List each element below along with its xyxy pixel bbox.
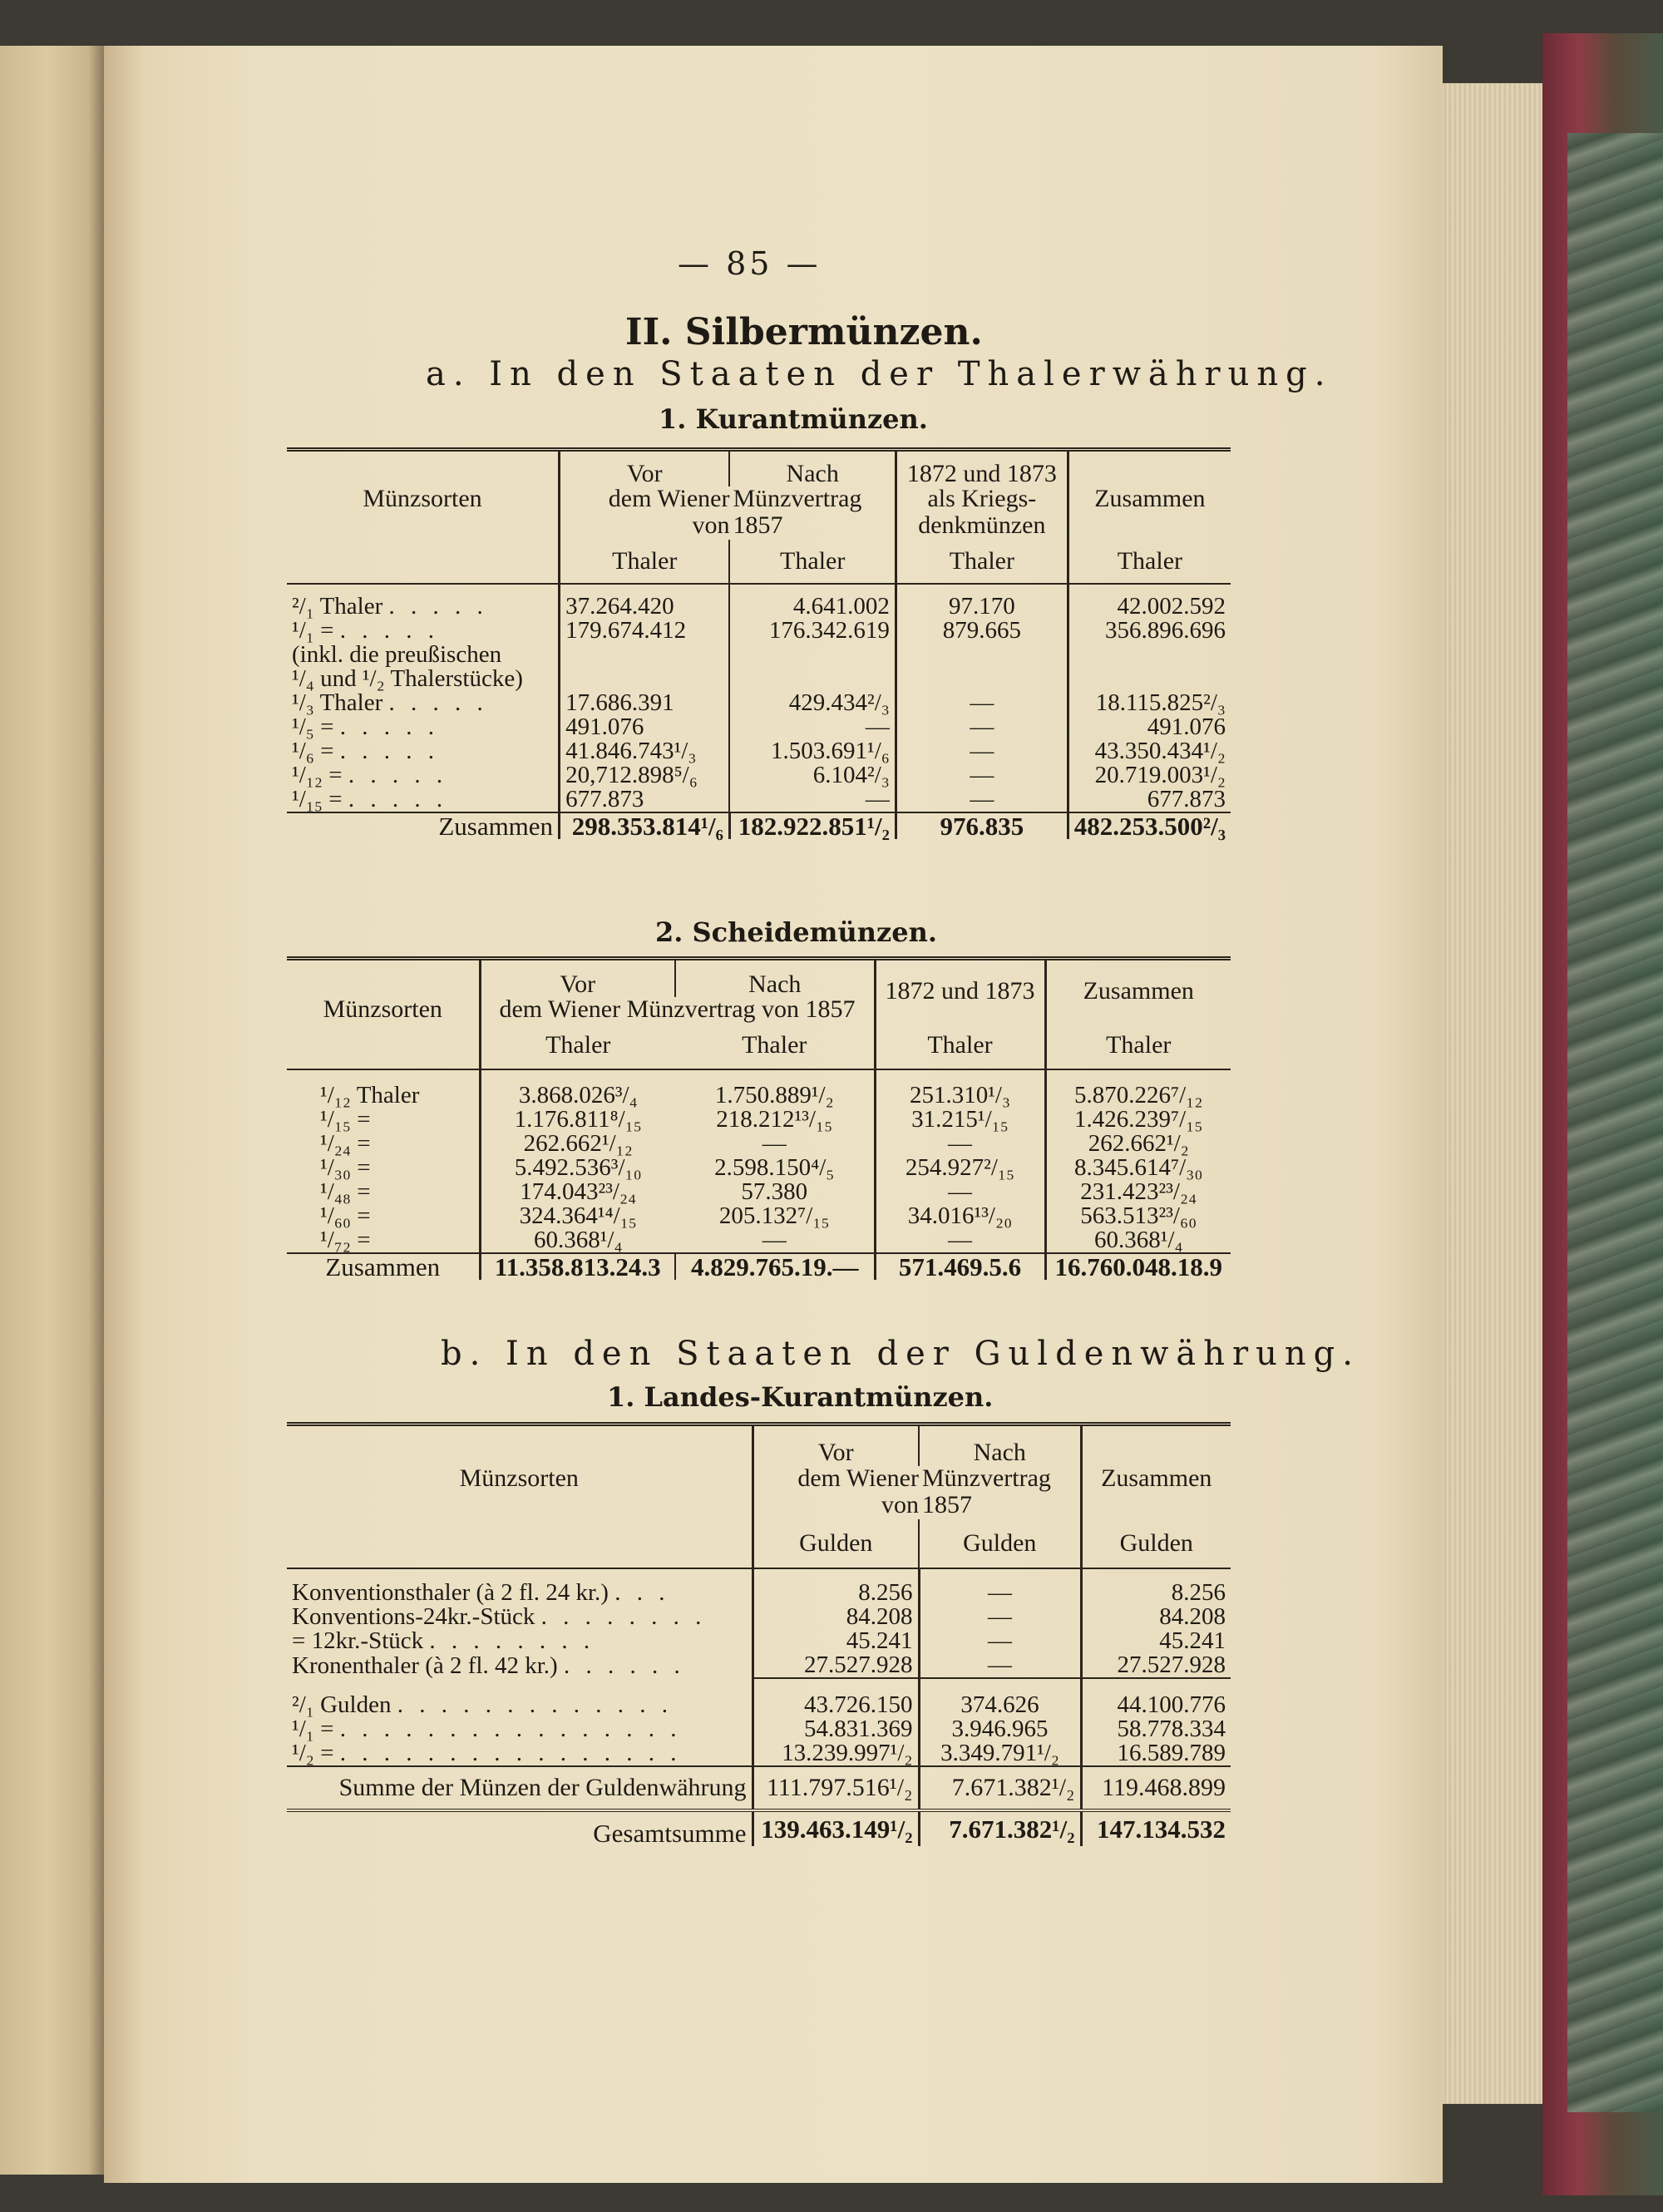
t2-header-vor: Vor bbox=[480, 959, 675, 998]
t2-unit-j: Thaler bbox=[875, 1022, 1045, 1069]
t2-cell-zus: 231.423²³/₂₄ bbox=[1045, 1180, 1231, 1204]
table3-title: 1. Landes-Kurantmünzen. bbox=[607, 1381, 994, 1413]
t3-cell-zus: 58.778.334 bbox=[1081, 1717, 1231, 1741]
t3-cell-vor: 84.208 bbox=[753, 1605, 919, 1629]
t1-sum-zus: 482.253.500²/₃ bbox=[1068, 812, 1231, 839]
table-row bbox=[287, 1204, 1231, 1228]
table1-title: 1. Kurantmünzen. bbox=[659, 403, 928, 435]
t1-unit-vor: Thaler bbox=[560, 540, 730, 584]
t1-header-jahr: 1857 bbox=[733, 511, 783, 539]
t3-cell-zus: 8.256 bbox=[1081, 1568, 1231, 1605]
t3-unit-zus: Gulden bbox=[1081, 1519, 1231, 1568]
t1-cell-vor: 20,712.898⁵/₆ bbox=[560, 763, 730, 788]
t2-cell-nach: — bbox=[762, 1227, 787, 1253]
t1-cell-nach: — bbox=[729, 788, 896, 812]
t2-row-label: ¹/₂₄ = bbox=[320, 1130, 371, 1157]
table-row bbox=[287, 763, 1231, 788]
t1-cell-krieg: — bbox=[896, 788, 1068, 812]
t1-header-kriegs3: denkmünzen bbox=[896, 511, 1068, 540]
row-label: ¹/₃ Thaler bbox=[292, 689, 383, 716]
t2-header-col0: Münzsorten bbox=[323, 995, 442, 1023]
t1-cell-zus: 18.115.825²/₃ bbox=[1068, 691, 1231, 715]
t1-cell-zus: 356.896.696 bbox=[1068, 619, 1231, 643]
row-label: ¹/₁₅ = bbox=[292, 786, 343, 812]
marbled-endpaper bbox=[1567, 133, 1663, 2112]
t3-header-nach: Nach bbox=[919, 1424, 1081, 1467]
t2-unit-nach: Thaler bbox=[675, 1022, 875, 1069]
t3-row-label bbox=[287, 1653, 753, 1678]
t2-cell-nach: 2.598.150⁴/₅ bbox=[714, 1154, 835, 1181]
t1-header-vor: Vor bbox=[560, 450, 730, 487]
row-label: ¹/₁ = bbox=[292, 1716, 334, 1742]
table-row bbox=[287, 1717, 1231, 1741]
table-row bbox=[287, 1629, 1231, 1653]
page-number: — 85 — bbox=[678, 245, 822, 282]
t2-row-label: ¹/₁₅ = bbox=[320, 1106, 371, 1133]
t2-sum-vor: 11.358.813.24.3 bbox=[480, 1253, 675, 1280]
table-row bbox=[287, 691, 1231, 715]
t2-row-label: ¹/₄₈ = bbox=[320, 1178, 371, 1205]
t2-sum-zus: 16.760.048.18.9 bbox=[1045, 1253, 1231, 1280]
t2-row-label: ¹/₁₂ Thaler bbox=[320, 1082, 420, 1108]
t2-cell-vor: 60.368¹/₄ bbox=[480, 1228, 675, 1253]
t1-cell-nach: 4.641.002 bbox=[729, 584, 896, 619]
t1-cell-vor: 37.264.420 bbox=[560, 584, 730, 619]
leader-dots: . . . bbox=[614, 1579, 670, 1606]
t2-cell-vor: 5.492.536³/₁₀ bbox=[480, 1156, 675, 1180]
t1-cell-vor: 179.674.412 bbox=[560, 619, 730, 643]
t3-header-zusammen: Zusammen bbox=[1081, 1466, 1231, 1491]
t3-gesamt-vor: 139.463.149¹/₂ bbox=[753, 1810, 919, 1846]
t1-cell-nach bbox=[729, 667, 896, 691]
t2-header-jahre: 1872 und 1873 bbox=[875, 959, 1045, 1023]
t1-cell-vor: 17.686.391 bbox=[560, 691, 730, 715]
book-cover bbox=[1542, 33, 1663, 2195]
t3-cell-zus: 44.100.776 bbox=[1081, 1693, 1231, 1717]
t1-cell-vor: 41.846.743¹/₃ bbox=[560, 739, 730, 763]
t1-row-label bbox=[287, 643, 560, 667]
row-label: ¹/₂ = bbox=[292, 1740, 334, 1766]
table-row bbox=[287, 1228, 1231, 1253]
row-label: ¹/₄ und ¹/₂ Thalerstücke) bbox=[292, 665, 523, 692]
t2-cell-zus: 563.513²³/₆₀ bbox=[1045, 1204, 1231, 1228]
t1-row-label bbox=[287, 763, 560, 788]
t3-cell-nach: 3.349.791¹/₂ bbox=[919, 1741, 1081, 1766]
t2-cell-vor: 174.043²³/₂₄ bbox=[480, 1180, 675, 1204]
t1-cell-krieg: 879.665 bbox=[896, 619, 1068, 643]
t1-header-von: von bbox=[560, 511, 730, 540]
section-a-title: a. In den Staaten der Thalerwährung. bbox=[426, 355, 1333, 393]
t1-sum-krieg: 976.835 bbox=[896, 812, 1068, 839]
row-label: ¹/₅ = bbox=[292, 713, 334, 740]
t1-cell-zus: 43.350.434¹/₂ bbox=[1068, 739, 1231, 763]
table-kurantmuenzen bbox=[287, 447, 1231, 839]
leader-dots: . . . . . . . . bbox=[540, 1603, 707, 1630]
table-row bbox=[287, 667, 1231, 691]
t1-header-dem-wiener: dem Wiener bbox=[560, 486, 730, 511]
t2-cell-zus: 60.368¹/₄ bbox=[1045, 1228, 1231, 1253]
t3-gesamt-nach: 7.671.382¹/₂ bbox=[919, 1810, 1081, 1846]
leader-dots: . . . . . bbox=[339, 617, 439, 644]
t2-cell-j: — bbox=[875, 1180, 1045, 1204]
t3-summe-nach: 7.671.382¹/₂ bbox=[919, 1766, 1081, 1810]
table-landes-kurantmuenzen bbox=[287, 1422, 1231, 1846]
t2-cell-nach: — bbox=[762, 1130, 787, 1157]
t2-header-vertrag: dem Wiener Münzvertrag von 1857 bbox=[480, 997, 875, 1022]
t1-row-label bbox=[287, 667, 560, 691]
leader-dots: . . . . . . bbox=[563, 1652, 685, 1679]
left-page-edge bbox=[0, 46, 104, 2175]
leader-dots: . . . . . . . . . . . . . . . . bbox=[339, 1740, 682, 1766]
t1-unit-kriegs: Thaler bbox=[896, 540, 1068, 584]
page-heading: II. Silbermünzen. bbox=[625, 311, 983, 353]
t1-row-label bbox=[287, 739, 560, 763]
t2-cell-j: 31.215¹/₁₅ bbox=[875, 1108, 1045, 1132]
t2-cell-nach: 57.380 bbox=[741, 1178, 808, 1205]
t2-unit-zus: Thaler bbox=[1045, 1022, 1231, 1069]
t3-unit-nach: Gulden bbox=[919, 1519, 1081, 1568]
t3-cell-vor: 27.527.928 bbox=[753, 1653, 919, 1678]
t1-header-col0: Münzsorten bbox=[363, 485, 482, 512]
t2-cell-j: 34.016¹³/₂₀ bbox=[875, 1204, 1045, 1228]
t2-cell-nach: 218.212¹³/₁₅ bbox=[716, 1106, 833, 1133]
table-row bbox=[287, 619, 1231, 643]
t1-cell-krieg: 97.170 bbox=[896, 584, 1068, 619]
t2-cell-nach: 1.750.889¹/₂ bbox=[714, 1082, 834, 1108]
t3-cell-nach: — bbox=[919, 1653, 1081, 1678]
row-label: Konventions-24kr.-Stück bbox=[292, 1603, 535, 1630]
t2-cell-vor: 1.176.811⁸/₁₅ bbox=[480, 1108, 675, 1132]
t3-row-label bbox=[287, 1693, 753, 1717]
table-row bbox=[287, 1568, 1231, 1605]
t1-cell-krieg: — bbox=[896, 715, 1068, 739]
row-label: ²/₁ Gulden bbox=[292, 1691, 392, 1718]
t1-sum-nach: 182.922.851¹/₂ bbox=[729, 812, 896, 839]
t1-cell-nach: 1.503.691¹/₆ bbox=[729, 739, 896, 763]
t1-cell-krieg bbox=[896, 643, 1068, 667]
t1-cell-zus: 491.076 bbox=[1068, 715, 1231, 739]
table-row bbox=[287, 739, 1231, 763]
t1-header-zusammen: Zusammen bbox=[1068, 486, 1231, 511]
t2-cell-vor: 262.662¹/₁₂ bbox=[480, 1132, 675, 1156]
t1-sum-vor: 298.353.814¹/₆ bbox=[560, 812, 730, 839]
t1-row-label bbox=[287, 691, 560, 715]
t1-header-kriegs: 1872 und 1873 bbox=[896, 450, 1068, 487]
t3-row-label bbox=[287, 1717, 753, 1741]
t3-cell-zus: 27.527.928 bbox=[1081, 1653, 1231, 1678]
leader-dots: . . . . . bbox=[339, 738, 439, 764]
t2-sum-label: Zusammen bbox=[325, 1252, 441, 1281]
row-label: (inkl. die preußischen bbox=[292, 641, 502, 668]
table-row bbox=[287, 1108, 1231, 1132]
table-row bbox=[287, 584, 1231, 619]
t3-cell-zus: 84.208 bbox=[1081, 1605, 1231, 1629]
t1-cell-nach: — bbox=[729, 715, 896, 739]
t3-cell-nach: 3.946.965 bbox=[919, 1717, 1081, 1741]
table-scheidemuenzen bbox=[287, 956, 1231, 1280]
t1-cell-zus bbox=[1068, 643, 1231, 667]
t1-cell-vor: 491.076 bbox=[560, 715, 730, 739]
t1-unit-nach: Thaler bbox=[729, 540, 896, 584]
t1-header-kriegs2: als Kriegs- bbox=[896, 486, 1068, 511]
leader-dots: . . . . . bbox=[348, 762, 448, 788]
t2-cell-j: 251.310¹/₃ bbox=[875, 1069, 1045, 1108]
t1-header-nach: Nach bbox=[729, 450, 896, 487]
t1-cell-krieg bbox=[896, 667, 1068, 691]
row-label: Konventionsthaler (à 2 fl. 24 kr.) bbox=[292, 1579, 609, 1606]
t3-cell-vor: 54.831.369 bbox=[753, 1717, 919, 1741]
t2-sum-nach: 4.829.765.19.— bbox=[675, 1253, 875, 1280]
t3-cell-vor: 8.256 bbox=[753, 1568, 919, 1605]
t3-row-label bbox=[287, 1605, 753, 1629]
t1-sum-label: Zusammen bbox=[438, 812, 554, 841]
t1-cell-nach: 176.342.619 bbox=[729, 619, 896, 643]
t2-cell-j: 254.927²/₁₅ bbox=[875, 1156, 1045, 1180]
t2-cell-j: — bbox=[875, 1132, 1045, 1156]
t2-header-nach: Nach bbox=[675, 959, 875, 998]
leader-dots: . . . . . bbox=[348, 786, 448, 812]
table-row bbox=[287, 1180, 1231, 1204]
t3-cell-vor: 45.241 bbox=[753, 1629, 919, 1653]
table-row bbox=[287, 1741, 1231, 1766]
t3-row-label bbox=[287, 1568, 753, 1605]
t2-row-label: ¹/₆₀ = bbox=[320, 1202, 371, 1229]
t3-header-col0: Münzsorten bbox=[459, 1464, 579, 1492]
row-label: ²/₁ Thaler bbox=[292, 593, 383, 620]
t2-cell-vor: 3.868.026³/₄ bbox=[480, 1069, 675, 1108]
table-row bbox=[287, 1605, 1231, 1629]
table-row bbox=[287, 643, 1231, 667]
leader-dots: . . . . . . . . . . . . . . . . bbox=[339, 1716, 682, 1742]
t3-cell-vor: 13.239.997¹/₂ bbox=[753, 1741, 919, 1766]
t3-summe-vor: 111.797.516¹/₂ bbox=[753, 1766, 919, 1810]
t3-row-label bbox=[287, 1741, 753, 1766]
table-row bbox=[287, 1653, 1231, 1678]
t1-cell-zus: 20.719.003¹/₂ bbox=[1068, 763, 1231, 788]
t3-summe-label: Summe der Münzen der Guldenwährung bbox=[338, 1774, 747, 1801]
t1-unit-zus: Thaler bbox=[1068, 540, 1231, 584]
t3-cell-nach: — bbox=[919, 1629, 1081, 1653]
t2-unit-vor: Thaler bbox=[480, 1022, 675, 1069]
t3-unit-vor: Gulden bbox=[753, 1519, 919, 1568]
leader-dots: . . . . . . . . . . . . . bbox=[397, 1691, 673, 1718]
t3-gesamt-zus: 147.134.532 bbox=[1081, 1810, 1231, 1846]
t1-cell-nach: 6.104²/₃ bbox=[729, 763, 896, 788]
leader-dots: . . . . . . . . bbox=[429, 1627, 595, 1654]
table-row bbox=[287, 1693, 1231, 1717]
table-row bbox=[287, 715, 1231, 739]
t1-cell-krieg: — bbox=[896, 691, 1068, 715]
table2-title: 2. Scheidemünzen. bbox=[655, 916, 937, 948]
table-row bbox=[287, 1069, 1231, 1108]
t1-cell-zus bbox=[1068, 667, 1231, 691]
row-label: Kronenthaler (à 2 fl. 42 kr.) bbox=[292, 1652, 558, 1679]
t1-cell-vor: 677.873 bbox=[560, 788, 730, 812]
table-row bbox=[287, 788, 1231, 812]
t1-row-label bbox=[287, 715, 560, 739]
page-stack-edge bbox=[1443, 83, 1542, 2104]
t1-cell-vor bbox=[560, 667, 730, 691]
t3-cell-vor: 43.726.150 bbox=[753, 1693, 919, 1717]
t2-header-zusammen: Zusammen bbox=[1045, 959, 1231, 1023]
leader-dots: . . . . . bbox=[388, 689, 488, 716]
leader-dots: . . . . . bbox=[339, 713, 439, 740]
t1-header-muenzvertrag: Münzvertrag bbox=[733, 485, 862, 512]
table-row bbox=[287, 1156, 1231, 1180]
t2-sum-j: 571.469.5.6 bbox=[875, 1253, 1045, 1280]
t3-header-vor: Vor bbox=[753, 1424, 919, 1467]
t1-cell-vor bbox=[560, 643, 730, 667]
t2-row-label: ¹/₇₂ = bbox=[320, 1227, 371, 1253]
t1-row-label bbox=[287, 788, 560, 812]
row-label: ¹/₁₂ = bbox=[292, 762, 343, 788]
t3-cell-nach: 374.626 bbox=[919, 1693, 1081, 1717]
t3-header-jahr: 1857 bbox=[922, 1491, 972, 1518]
t1-cell-krieg: — bbox=[896, 739, 1068, 763]
row-label: ¹/₆ = bbox=[292, 738, 334, 764]
t1-row-label bbox=[287, 584, 560, 619]
t3-header-dem-wiener: dem Wiener bbox=[753, 1466, 919, 1491]
t3-cell-zus: 16.589.789 bbox=[1081, 1741, 1231, 1766]
section-b-title: b. In den Staaten der Guldenwährung. bbox=[441, 1335, 1360, 1373]
t3-summe-zus: 119.468.899 bbox=[1081, 1766, 1231, 1810]
t3-cell-zus: 45.241 bbox=[1081, 1629, 1231, 1653]
t1-cell-zus: 42.002.592 bbox=[1068, 584, 1231, 619]
t3-header-muenzvertrag: Münzvertrag bbox=[922, 1464, 1051, 1492]
t2-cell-zus: 8.345.614⁷/₃₀ bbox=[1045, 1156, 1231, 1180]
t2-cell-zus: 5.870.226⁷/₁₂ bbox=[1045, 1069, 1231, 1108]
t1-cell-krieg: — bbox=[896, 763, 1068, 788]
t3-gesamt-label: Gesamtsumme bbox=[593, 1819, 747, 1848]
t3-row-label bbox=[287, 1629, 753, 1653]
t1-row-label bbox=[287, 619, 560, 643]
t1-cell-nach bbox=[729, 643, 896, 667]
t2-cell-zus: 1.426.239⁷/₁₅ bbox=[1045, 1108, 1231, 1132]
t3-header-von: von bbox=[753, 1491, 919, 1519]
t1-cell-nach: 429.434²/₃ bbox=[729, 691, 896, 715]
t2-cell-zus: 262.662¹/₂ bbox=[1045, 1132, 1231, 1156]
t2-cell-j: — bbox=[875, 1228, 1045, 1253]
t2-cell-nach: 205.132⁷/₁₅ bbox=[718, 1202, 830, 1229]
t3-cell-nach: — bbox=[919, 1605, 1081, 1629]
t2-cell-vor: 324.364¹⁴/₁₅ bbox=[480, 1204, 675, 1228]
row-label: ¹/₁ = bbox=[292, 617, 334, 644]
t2-row-label: ¹/₃₀ = bbox=[320, 1154, 371, 1181]
t3-cell-nach: — bbox=[919, 1568, 1081, 1605]
table-row bbox=[287, 1132, 1231, 1156]
leader-dots: . . . . . bbox=[388, 593, 488, 620]
t1-cell-zus: 677.873 bbox=[1068, 788, 1231, 812]
row-label: = 12kr.-Stück bbox=[292, 1627, 424, 1654]
